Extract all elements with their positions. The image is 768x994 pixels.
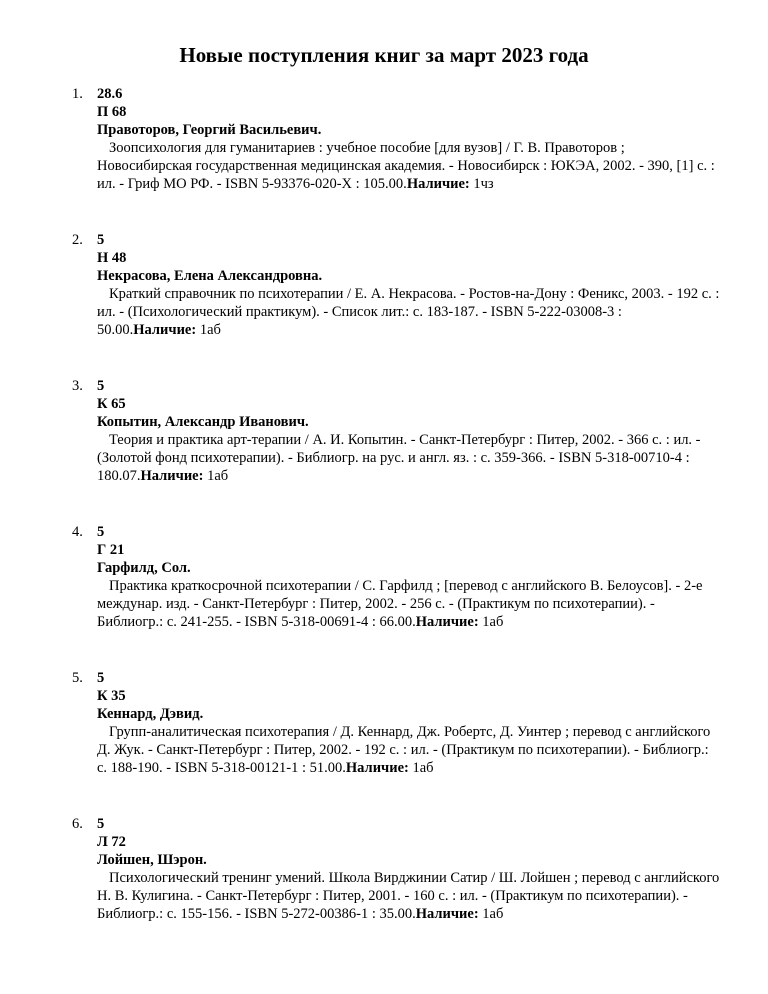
entry-description xyxy=(97,577,722,631)
entry-index: 5 xyxy=(97,232,105,248)
entry-description xyxy=(97,723,722,777)
entry-author: Правоторов, Георгий Васильевич. xyxy=(97,122,322,138)
entry-description xyxy=(97,285,722,339)
entry-code: К 65 xyxy=(97,396,126,412)
entry-code: Л 72 xyxy=(97,834,126,850)
entry-index: 5 xyxy=(97,816,105,832)
entry-description-text: Психологический тренинг умений. Школа Вирджинии Сатир / Ш. Лойшен ; перевод с английского Н. В. Кулигина. - Санкт-Петербург : Питер, 2001. - 160 с. : ил. - (Практикум по психотерапии). - Библиогр.: с. 155-156. - ISBN 5-272-00386-1 : 35.00. xyxy=(97,870,720,922)
entry-code: Н 48 xyxy=(97,250,127,266)
entry-index: 5 xyxy=(97,378,105,394)
entry-number: 1. xyxy=(72,86,83,102)
entry-description-text: Краткий справочник по психотерапии / Е. А. Некрасова. - Ростов-на-Дону : Феникс, 2003. - 192 с. : ил. - (Психологический практикум). - Список лит.: с. 183-187. - ISBN 5-222-03008-3 : 50.00. xyxy=(97,286,720,338)
book-entry-5 xyxy=(72,669,722,777)
availability-value: 1аб xyxy=(408,760,434,776)
entry-number: 4. xyxy=(72,524,83,540)
book-entry-4 xyxy=(72,523,722,631)
entry-number: 3. xyxy=(72,378,83,394)
entry-index: 5 xyxy=(97,670,105,686)
availability-value: 1аб xyxy=(196,322,221,338)
book-entry-1 xyxy=(72,85,722,193)
entry-index: 28.6 xyxy=(97,86,123,102)
entry-code: Г 21 xyxy=(97,542,125,558)
entry-description-text: Теория и практика арт-терапии / А. И. Копытин. - Санкт-Петербург : Питер, 2002. - 366 с. : ил. - (Золотой фонд психотерапии). - Библиогр. на рус. и англ. яз. : с. 359-366. - ISBN 5-318-00710-4 : 180.07. xyxy=(97,432,701,484)
entry-author: Лойшен, Шэрон. xyxy=(97,852,207,868)
availability-label: Наличие: xyxy=(140,468,204,484)
entry-author: Копытин, Александр Иванович. xyxy=(97,414,309,430)
availability-value: 1аб xyxy=(478,614,504,630)
entry-description-text: Зоопсихология для гуманитариев : учебное пособие [для вузов] / Г. В. Правоторов ; Новосибирская государственная медицинская академия. - Новосибирск : ЮКЭА, 2002. - 390, [1] с. : ил. - Гриф МО РФ. - ISBN 5-93376-020-X : 105.00. xyxy=(97,140,715,192)
entry-number: 5. xyxy=(72,670,83,686)
entry-description xyxy=(97,139,722,193)
entry-number: 6. xyxy=(72,816,83,832)
entry-author: Кеннард, Дэвид. xyxy=(97,706,204,722)
entry-code: П 68 xyxy=(97,104,127,120)
entry-description xyxy=(97,869,722,923)
entry-index: 5 xyxy=(97,524,105,540)
book-entry-2 xyxy=(72,231,722,339)
entry-description-text: Практика краткосрочной психотерапии / С. Гарфилд ; [перевод с английского В. Белоусов]. - 2-е междунар. изд. - Санкт-Петербург : Питер, 2002. - 256 с. - (Практикум по психотерапии). - Библиогр.: с. 241-255. - ISBN 5-318-00691-4 : 66.00. xyxy=(97,578,703,630)
entry-code: К 35 xyxy=(97,688,126,704)
book-entry-6 xyxy=(72,815,722,923)
availability-label: Наличие: xyxy=(415,614,479,630)
book-entry-3 xyxy=(72,377,722,485)
availability-label: Наличие: xyxy=(415,906,479,922)
entry-description-text: Групп-аналитическая психотерапия / Д. Кеннард, Дж. Робертс, Д. Уинтер ; перевод с английского Д. Жук. - Санкт-Петербург : Питер, 2002. - 192 с. : ил. - (Практикум по психотерапии). - Библиогр.: с. 188-190. - ISBN 5-318-00121-1 : 51.00. xyxy=(97,724,711,776)
availability-value: 1аб xyxy=(478,906,504,922)
entry-number: 2. xyxy=(72,232,83,248)
availability-label: Наличие: xyxy=(133,322,197,338)
availability-label: Наличие: xyxy=(406,176,470,192)
entry-description xyxy=(97,431,722,485)
entry-author: Некрасова, Елена Александровна. xyxy=(97,268,323,284)
availability-value: 1аб xyxy=(203,468,229,484)
availability-value: 1чз xyxy=(469,176,494,192)
page-title: Новые поступления книг за март 2023 года xyxy=(179,43,589,67)
availability-label: Наличие: xyxy=(345,760,409,776)
entry-author: Гарфилд, Сол. xyxy=(97,560,191,576)
